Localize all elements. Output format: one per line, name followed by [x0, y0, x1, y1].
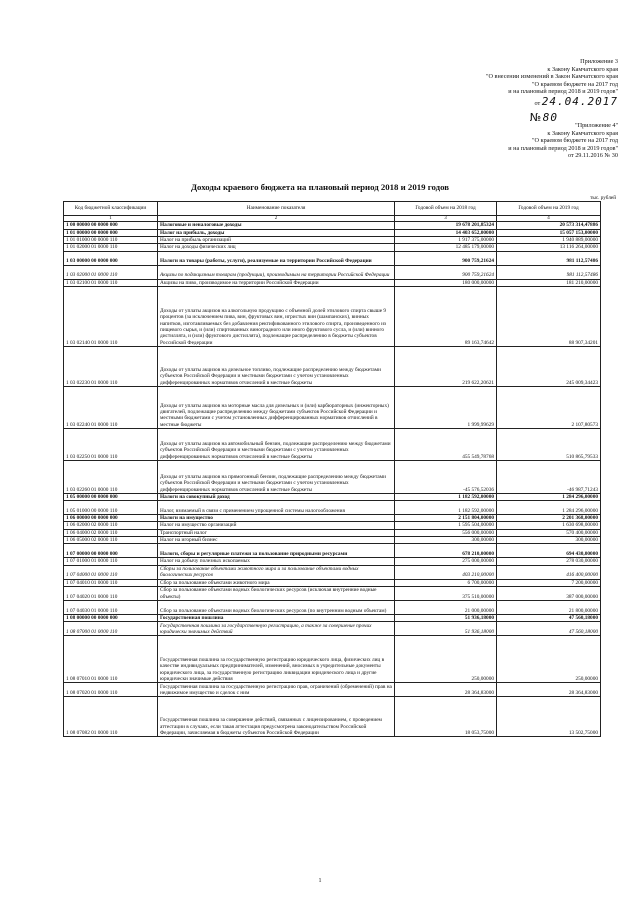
code-cell: 1 03 02240 01 0000 110: [64, 386, 158, 428]
amount-2018-cell: 219 622,20621: [395, 346, 497, 386]
appendix-line: "О краевом бюджете на 2017 год: [532, 80, 618, 88]
amount-2018-cell: 1 917 375,00000: [395, 237, 497, 244]
amount-2018-cell: 6 700,00000: [395, 579, 497, 586]
appendix-header: [486, 58, 618, 123]
original-appendix-line: от 29.11.2016 № 30: [567, 152, 618, 160]
code-cell: 1 06 05000 02 0000 110: [64, 537, 158, 544]
name-cell: Сбор за пользование объектами животного мира: [158, 579, 395, 586]
table-row: [64, 558, 601, 565]
amount-2019-cell: 981 112,57486: [497, 251, 601, 265]
amount-2018-cell: 556 000,00000: [395, 529, 497, 536]
amount-2019-cell: -46 987,71243: [497, 460, 601, 493]
amount-2019-cell: 28 364,83000: [497, 683, 601, 697]
amount-2019-cell: 20 573 314,47886: [497, 222, 601, 229]
code-cell: 1 03 02100 01 0000 110: [64, 279, 158, 286]
table-row: [64, 493, 601, 500]
code-cell: 1 07 00000 00 0000 000: [64, 544, 158, 558]
amount-2019-cell: 416 400,00000: [497, 565, 601, 579]
date-prefix: от: [534, 99, 541, 107]
table-row: [64, 529, 601, 536]
table-row: [64, 544, 601, 558]
header-code: Код бюджетной классификации: [64, 202, 158, 216]
amount-2018-cell: 19 678 201,85324: [395, 222, 497, 229]
amount-2018-cell: 89 163,74642: [395, 286, 497, 346]
name-cell: Налог на игорный бизнес: [158, 537, 395, 544]
table-row: [64, 229, 601, 236]
table-row: [64, 565, 601, 579]
table-row: [64, 600, 601, 614]
amount-2019-cell: 387 000,00000: [497, 586, 601, 600]
table-row: [64, 386, 601, 428]
index-cell: 4: [497, 216, 601, 222]
original-appendix-line: к Закону Камчатского края: [547, 129, 618, 137]
name-cell: Налоги на товары (работы, услуги), реализуемые на территории Российской Федерации: [158, 251, 395, 265]
name-cell: Государственная пошлина за государственную регистрацию, а также за совершение прочих юридически значимых действий: [158, 622, 395, 636]
code-cell: 1 07 04020 01 0000 110: [64, 586, 158, 600]
amount-2019-cell: 510 865,79533: [497, 428, 601, 460]
code-cell: 1 06 00000 00 0000 000: [64, 515, 158, 522]
name-cell: Государственная пошлина: [158, 614, 395, 621]
name-cell: Доходы от уплаты акцизов на алкогольную продукцию с объемной долей этилового спирта свыше 9 процентов (за исключением пива, вин, фруктовых вин, игристых вин (шампанских), винных напитков, изготавливаемых без добавления ректификованного этилового спирта, произведенного из пищевого сырья, и (или) спиртованных виноградного или иного фруктового сусла, и (или) винного дистиллята, и (или) фруктового дистиллята), подлежащие распределению в бюджеты субъектов Российской Федерации: [158, 286, 395, 346]
table-row: [64, 515, 601, 522]
name-cell: Доходы от уплаты акцизов на дизельное топливо, подлежащие распределению между бюджетами субъектов Российской Федерации и местными бюджетами с учетом установленных дифференцированных нормативов отчислений в местные бюджеты: [158, 346, 395, 386]
name-cell: Государственная пошлина за государственную регистрацию юридического лица, физических лиц в качестве индивидуальных предпринимателей, изменений, вносимых в учредительные документы юридического лица, за государственную регистрацию ликвидации юридического лица и другие юридически значимые действия: [158, 636, 395, 683]
name-cell: Налог, взимаемый в связи с применением упрощенной системы налогообложения: [158, 501, 395, 515]
units-label: тыс. рублей: [590, 195, 616, 201]
amount-2019-cell: 300,00000: [497, 537, 601, 544]
table-row: [64, 683, 601, 697]
amount-2019-cell: 570 400,00000: [497, 529, 601, 536]
code-cell: 1 08 07020 01 0000 110: [64, 683, 158, 697]
name-cell: Доходы от уплаты акцизов на автомобильный бензин, подлежащие распределению между бюджетами субъектов Российской Федерации и местными бюджетами с учетом установленных дифференцированных нормативов отчислений в местные бюджеты: [158, 428, 395, 460]
code-cell: 1 07 04030 01 0000 110: [64, 600, 158, 614]
original-appendix-line: и на плановый период 2018 и 2019 годов": [508, 144, 618, 152]
appendix-line: Приложение 3: [580, 58, 618, 65]
table-row: [64, 265, 601, 279]
page-number: 1: [318, 878, 322, 884]
code-cell: 1 01 00000 00 0000 000: [64, 229, 158, 236]
code-cell: 1 01 02000 01 0000 110: [64, 244, 158, 251]
original-appendix-header: [508, 122, 618, 160]
code-cell: 1 06 04000 02 0000 110: [64, 529, 158, 536]
code-cell: 1 05 00000 00 0000 000: [64, 493, 158, 500]
amount-2018-cell: 250,00000: [395, 636, 497, 683]
amount-2018-cell: 1 182 592,00000: [395, 501, 497, 515]
table-row: [64, 286, 601, 346]
amount-2019-cell: 2 107,80573: [497, 386, 601, 428]
amount-2018-cell: 900 759,21624: [395, 251, 497, 265]
amount-2018-cell: 900 759,21624: [395, 265, 497, 279]
code-cell: 1 03 02140 01 0000 110: [64, 286, 158, 346]
name-cell: Сбор за пользование объектами водных биологических ресурсов (исключая внутренние водные объекты): [158, 586, 395, 600]
table-row: [64, 537, 601, 544]
code-cell: 1 03 00000 00 0000 000: [64, 251, 158, 265]
amount-2018-cell: 2 151 804,00000: [395, 515, 497, 522]
amount-2019-cell: 1 284 296,00000: [497, 501, 601, 515]
amount-2018-cell: 18 053,75000: [395, 697, 497, 737]
name-cell: Налог на прибыль, доходы: [158, 229, 395, 236]
appendix-date: [486, 94, 618, 108]
amount-2019-cell: 1 940 889,00000: [497, 237, 601, 244]
code-cell: 1 07 04010 01 0000 110: [64, 579, 158, 586]
amount-2019-cell: 1 630 698,00000: [497, 522, 601, 529]
table-row: [64, 636, 601, 683]
name-cell: Налоги, сборы и регулярные платежи за пользование природными ресурсами: [158, 544, 395, 558]
amount-2018-cell: 1 182 592,00000: [395, 493, 497, 500]
code-cell: 1 03 02230 01 0000 110: [64, 346, 158, 386]
amount-2019-cell: 181 210,00000: [497, 279, 601, 286]
amount-2019-cell: 47 560,18000: [497, 614, 601, 621]
amount-2019-cell: 694 430,00000: [497, 544, 601, 558]
amount-2019-cell: 981 112,57486: [497, 265, 601, 279]
code-cell: 1 01 01000 00 0000 110: [64, 237, 158, 244]
name-cell: Налог на имущество организаций: [158, 522, 395, 529]
code-cell: 1 05 01000 00 0000 110: [64, 501, 158, 515]
table-row: [64, 222, 601, 229]
code-cell: 1 07 04000 01 0000 110: [64, 565, 158, 579]
number-prefix: №: [529, 110, 542, 124]
code-cell: 1 03 02000 01 0000 110: [64, 265, 158, 279]
index-cell: 2: [158, 216, 395, 222]
header-name: Наименование показателя: [158, 202, 395, 216]
amount-2019-cell: 2 201 368,00000: [497, 515, 601, 522]
amount-2019-cell: 47 560,18000: [497, 622, 601, 636]
name-cell: Доходы от уплаты акцизов на прямогонный бензин, подлежащие распределению между бюджетами субъектов Российской Федерации и местными бюджетами с учетом установленных дифференцированных нормативов отчислений в местные бюджеты: [158, 460, 395, 493]
table-row: [64, 586, 601, 600]
code-cell: 1 08 07000 01 0000 110: [64, 622, 158, 636]
appendix-line: к Закону Камчатского края: [547, 65, 618, 73]
table-row: [64, 579, 601, 586]
code-cell: 1 08 07082 01 0000 110: [64, 697, 158, 737]
name-cell: Акцизы по подакцизным товарам (продукции), производимым на территории Российской Федерации: [158, 265, 395, 279]
amount-2018-cell: 455 549,78768: [395, 428, 497, 460]
amount-2019-cell: 250,00000: [497, 636, 601, 683]
table-row: [64, 251, 601, 265]
amount-2019-cell: 88 907,34201: [497, 286, 601, 346]
amount-2019-cell: 1 284 296,00000: [497, 493, 601, 500]
amount-2018-cell: 21 000,00000: [395, 600, 497, 614]
table-row: [64, 697, 601, 737]
amount-2018-cell: 14 403 652,00000: [395, 229, 497, 236]
amount-2019-cell: 13 502,75000: [497, 697, 601, 737]
amount-2018-cell: 678 210,00000: [395, 544, 497, 558]
code-cell: 1 03 02250 01 0000 110: [64, 428, 158, 460]
name-cell: Налог на добычу полезных ископаемых: [158, 558, 395, 565]
name-cell: Акцизы на пиво, производимое на территории Российской Федерации: [158, 279, 395, 286]
page-title: Доходы краевого бюджета на плановый период 2018 и 2019 годов: [190, 182, 450, 192]
table-row: [64, 522, 601, 529]
amount-2018-cell: 300,00000: [395, 537, 497, 544]
table-row: [64, 622, 601, 636]
amount-2018-cell: 1 999,99629: [395, 386, 497, 428]
amount-2018-cell: 403 210,00000: [395, 565, 497, 579]
header-2019: Годовой объем на 2019 год: [497, 202, 601, 216]
amount-2019-cell: 245 009,34423: [497, 346, 601, 386]
amount-2019-cell: 13 116 264,00000: [497, 244, 601, 251]
table-header-row: [64, 202, 601, 216]
amount-2019-cell: 7 200,00000: [497, 579, 601, 586]
name-cell: Налоги на совокупный доход: [158, 493, 395, 500]
name-cell: Налог на прибыль организаций: [158, 237, 395, 244]
index-cell: 3: [395, 216, 497, 222]
table-row: [64, 614, 601, 621]
appendix-line: и на плановый период 2018 и 2019 годов": [508, 88, 618, 96]
date-value: 24.04.2017: [541, 94, 618, 108]
number-value: 80: [542, 110, 558, 124]
original-appendix-line: "Приложение 4": [575, 122, 618, 129]
amount-2018-cell: -45 576,52036: [395, 460, 497, 493]
index-cell: 1: [64, 216, 158, 222]
amount-2018-cell: 51 936,18000: [395, 614, 497, 621]
name-cell: Государственная пошлина за государственную регистрацию прав, ограничений (обременений) прав на недвижимое имущество и сделок с ним: [158, 683, 395, 697]
table-row: [64, 428, 601, 460]
code-cell: 1 07 01000 01 0000 110: [64, 558, 158, 565]
table-row: [64, 244, 601, 251]
code-cell: 1 08 00000 00 0000 000: [64, 614, 158, 621]
name-cell: Налоги на имущество: [158, 515, 395, 522]
original-appendix-line: "О краевом бюджете на 2017 год: [532, 137, 618, 145]
amount-2018-cell: 28 364,83000: [395, 683, 497, 697]
code-cell: 1 08 07010 01 0000 110: [64, 636, 158, 683]
amount-2018-cell: 51 936,18000: [395, 622, 497, 636]
code-cell: 1 06 02000 02 0000 110: [64, 522, 158, 529]
name-cell: Налоговые и неналоговые доходы: [158, 222, 395, 229]
amount-2018-cell: 1 595 504,00000: [395, 522, 497, 529]
revenue-table: [63, 201, 601, 737]
name-cell: Государственная пошлина за совершение действий, связанных с лицензированием, с проведением аттестации в случаях, если такая аттестация предусмотрена законодательством Российской Федерации, зачисляемая в бюджеты субъектов Российской Федерации: [158, 697, 395, 737]
name-cell: Налог на доходы физических лиц: [158, 244, 395, 251]
amount-2018-cell: 180 000,00000: [395, 279, 497, 286]
name-cell: Сбор за пользование объектами водных биологических ресурсов (по внутренним водным объектам): [158, 600, 395, 614]
amount-2018-cell: 275 000,00000: [395, 558, 497, 565]
name-cell: Доходы от уплаты акцизов на моторные масла для дизельных и (или) карбюраторных (инжекторных) двигателей, подлежащие распределению между бюджетами субъектов Российской Федерации и местными бюджетами с учетом установленных дифференцированных нормативов отчислений в местные бюджеты: [158, 386, 395, 428]
table-row: [64, 237, 601, 244]
name-cell: Сборы за пользование объектами животного мира и за пользование объектами водных биологических ресурсов: [158, 565, 395, 579]
amount-2018-cell: 12 485 179,00000: [395, 244, 497, 251]
name-cell: Транспортный налог: [158, 529, 395, 536]
appendix-line: "О внесении изменений в Закон Камчатского края: [486, 73, 618, 81]
header-2018: Годовой объем на 2018 год: [395, 202, 497, 216]
code-cell: 1 03 02260 01 0000 110: [64, 460, 158, 493]
table-row: [64, 346, 601, 386]
table-row: [64, 460, 601, 493]
code-cell: 1 00 00000 00 0000 000: [64, 222, 158, 229]
amount-2018-cell: 375 510,00000: [395, 586, 497, 600]
amount-2019-cell: 278 030,00000: [497, 558, 601, 565]
table-row: [64, 501, 601, 515]
table-row: [64, 279, 601, 286]
amount-2019-cell: 15 057 153,00000: [497, 229, 601, 236]
amount-2019-cell: 21 800,00000: [497, 600, 601, 614]
